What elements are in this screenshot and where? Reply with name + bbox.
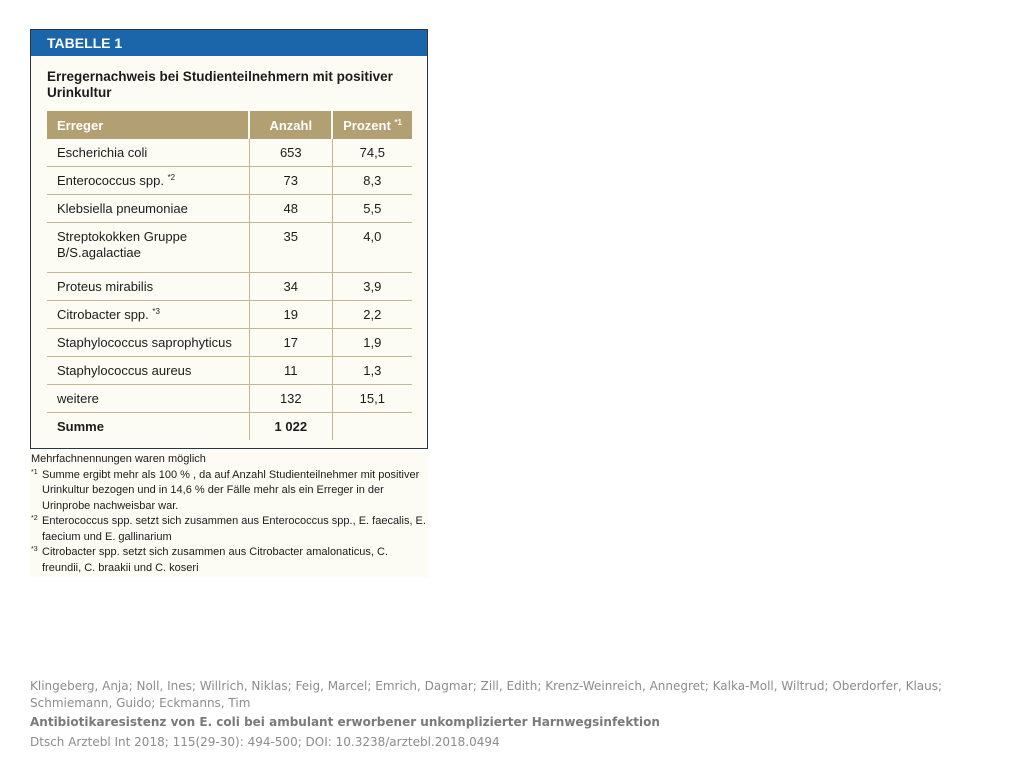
- percent-cell: 1,9: [332, 329, 412, 357]
- footnote-text: Enterococcus spp. setzt sich zusammen aus Enterococcus spp., E. faecalis, E. faecium und E. gallinarium: [42, 515, 426, 543]
- footnote-marker: *1: [394, 117, 402, 127]
- table-row: [47, 329, 412, 357]
- citation-block: [30, 678, 1005, 751]
- percent-cell: 1,3: [332, 357, 412, 385]
- column-header-anzahl: Anzahl: [249, 111, 332, 139]
- citation-authors: Klingeberg, Anja; Noll, Ines; Willrich, Niklas; Feig, Marcel; Emrich, Dagmar; Zill, Edith; Krenz-Weinreich, Annegret; Kalka-Moll, Wiltrud; Oberdorfer, Klaus; Schmiemann, Guido; Eckmanns, Tim: [30, 679, 943, 710]
- count-cell: 34: [249, 273, 332, 301]
- footnote-marker: *2: [31, 515, 38, 522]
- column-header-prozent: Prozent $^{*1}$: [332, 111, 412, 139]
- percent-cell: 2,2: [332, 301, 412, 329]
- table-row: [47, 357, 412, 385]
- percent-cell: 74,5: [332, 139, 412, 167]
- count-cell: 35: [249, 223, 332, 273]
- footnote-marker: *3: [31, 546, 38, 553]
- pathogen-name: Enterococcus spp. $^{*2}$: [47, 167, 249, 195]
- table-figure: [30, 29, 428, 449]
- pathogen-name: Staphylococcus saprophyticus: [47, 329, 249, 357]
- table-row: [47, 273, 412, 301]
- pathogen-name: Escherichia coli: [47, 139, 249, 167]
- citation-source: Dtsch Arztebl Int 2018; 115(29-30): 494-500; DOI: 10.3238/arztebl.2018.0494: [30, 735, 500, 749]
- count-cell: 11: [249, 357, 332, 385]
- count-cell: 17: [249, 329, 332, 357]
- footnote-text: Summe ergibt mehr als 100 % , da auf Anzahl Studienteilnehmer mit positiver Urinkultur bezogen und in 14,6 % der Fälle mehr als ein Erreger in der Urinprobe nachweisbar war.: [42, 468, 420, 512]
- pathogen-name: Proteus mirabilis: [47, 273, 249, 301]
- count-cell: 19: [249, 301, 332, 329]
- count-cell: 653: [249, 139, 332, 167]
- footnote-marker: *3: [152, 307, 160, 316]
- sum-percent: [332, 413, 412, 441]
- footnote-text: Citrobacter spp. setzt sich zusammen aus Citrobacter amalonaticus, C. freundii, C. braakii und C. koseri: [42, 546, 389, 574]
- percent-cell: 4,0: [332, 223, 412, 273]
- footnote-marker: *2: [167, 173, 176, 182]
- percent-cell: 5,5: [332, 195, 412, 223]
- citation-title: Antibiotikaresistenz von E. coli bei ambulant erworbener unkomplizierter Harnwegsinfektion: [30, 715, 660, 729]
- count-cell: 48: [249, 195, 332, 223]
- sum-label: Summe: [47, 413, 249, 441]
- table-footnotes: [30, 452, 428, 577]
- figure-title: Erregernachweis bei Studienteilnehmern mit positiver Urinkultur: [47, 69, 393, 100]
- column-header-erreger: Erreger: [47, 111, 249, 139]
- pathogen-name: Citrobacter spp. $^{*3}$: [47, 301, 249, 329]
- footnote-marker: *1: [31, 468, 38, 476]
- percent-cell: 15,1: [332, 385, 412, 413]
- footnote-2: [30, 514, 428, 545]
- table-header-row: [47, 111, 412, 139]
- sum-row: [47, 413, 412, 441]
- pathogen-name: Staphylococcus aureus: [47, 357, 249, 385]
- count-cell: 132: [249, 385, 332, 413]
- pathogen-table: [47, 111, 412, 440]
- table-row: [47, 385, 412, 413]
- footnote-1: [30, 468, 428, 515]
- footnote-3: [30, 545, 428, 576]
- pathogen-name: weitere: [47, 385, 249, 413]
- footnote-intro: Mehrfachnennungen waren möglich: [31, 453, 206, 465]
- percent-cell: 8,3: [332, 167, 412, 195]
- table-row: [47, 223, 412, 273]
- percent-cell: 3,9: [332, 273, 412, 301]
- sum-count: 1 022: [249, 413, 332, 441]
- pathogen-name: Streptokokken Gruppe B/S.agalactiae: [47, 223, 249, 273]
- pathogen-name: Klebsiella pneumoniae: [47, 195, 249, 223]
- figure-label: TABELLE 1: [31, 30, 427, 56]
- count-cell: 73: [249, 167, 332, 195]
- table-row: [47, 195, 412, 223]
- table-row: [47, 139, 412, 167]
- table-row: [47, 167, 412, 195]
- table-row: [47, 301, 412, 329]
